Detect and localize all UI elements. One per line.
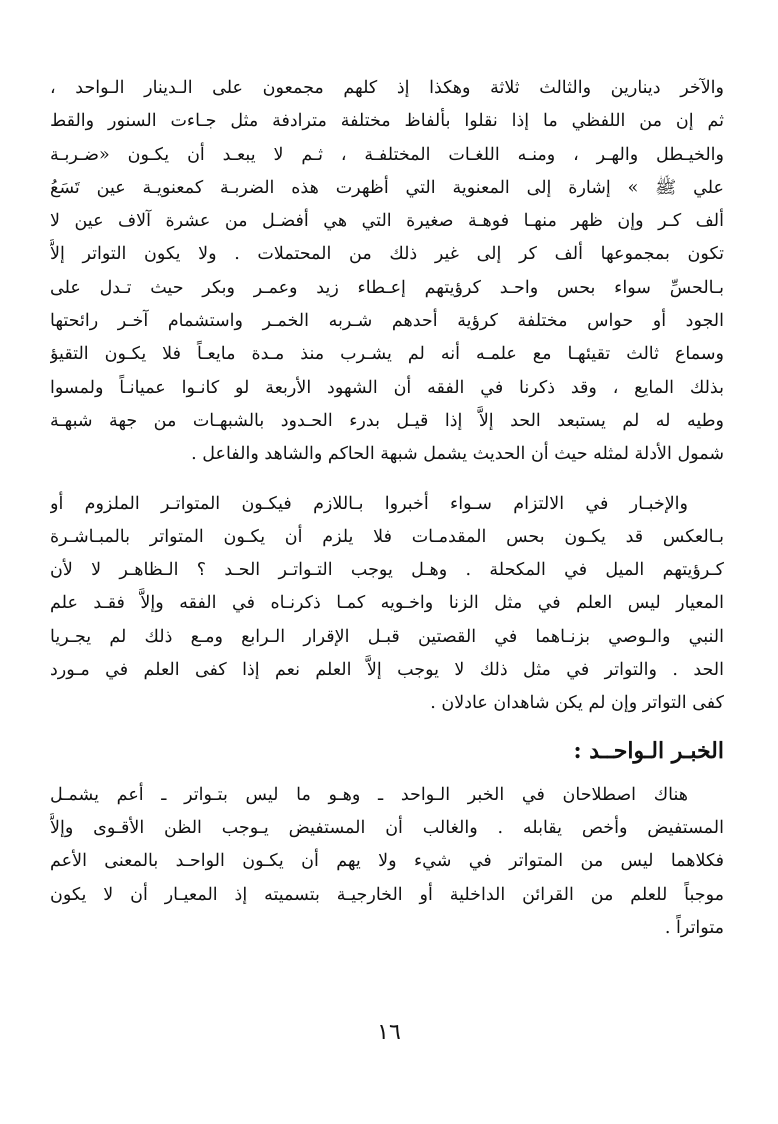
section-heading: الخبـر الـواحــد : xyxy=(573,737,724,764)
text-line: ألف كـر وإن ظهر منهـا فوهـة صغيرة التي هي أفضـل من عشرة آلاف عين لا xyxy=(50,211,724,232)
text-line: علي ﷺ » إشارة إلى المعنوية التي أظهرت هذه الضربـة كمعنويـة عين تَسَعُ xyxy=(50,177,724,198)
text-line: ثم إن من اللفظي ما إذا نقلوا بألفاظ مختلفة مترادفة مثل جـاءت السنور والقط xyxy=(50,111,724,132)
text-line: كـرؤيتهم الميل في المكحلة . وهـل يوجب التـواتـر الحـد ؟ الـظاهـر لا لأن xyxy=(50,560,724,581)
text-line: بذلك المايع ، وقد ذكرنا في الفقه أن الشهود الأربعة لو كانـوا عميانـاً ولمسوا xyxy=(50,377,724,398)
page-body xyxy=(50,72,724,945)
text-line: فكلاهما ليس من المتواتر في شيء ولا يهم أن يكـون الواحـد بالمعنى الأعم xyxy=(50,851,724,872)
text-line: المعيار ليس العلم في مثل الزنا واخـويه كمـا ذكرنـاه في الفقه وإلاَّ فقـد علم xyxy=(50,593,724,614)
text-line: هناك اصطلاحان في الخبر الـواحد ـ وهـو ما ليس بتـواتر ـ أعم يشمـل xyxy=(50,784,688,805)
text-line: الجود أو حواس مختلفة كرؤية أحدهم شـربه الخمـر واستشمام آخـر رائحتها xyxy=(50,311,724,332)
text-line: والخيـطل والهـر ، ومنـه اللغـات المختلفـة ، ثـم لا يبعـد أن يكـون «ضـربـة xyxy=(50,144,724,165)
text-line: متواتراً . xyxy=(664,917,724,938)
text-line: تكون بمجموعها ألف كر إلى غير ذلك من المحتملات . ولا يكون التواتر إلاَّ xyxy=(50,244,724,265)
paragraph-1 xyxy=(50,72,724,472)
text-line: بـالعكس قد يكـون بحس المقدمـات فلا يلزم أن يكـون المتواتر بالمبـاشـرة xyxy=(50,526,724,547)
text-line: النبي والـوصي بزنـاهما في القصتين قبـل الإقرار الـرابع ومـع ذلك لم يجـريا xyxy=(50,626,724,647)
text-line: وطيه له لم يستبعد الحد إلاَّ إذا قيـل بدرء الحـدود بالشبهـات من جهة شبهـة xyxy=(50,410,724,431)
page-number: ١٦ xyxy=(377,1020,401,1045)
text-line: الحد . والتواتر في مثل ذلك لا يوجب إلاَّ العلم نعم إذا كفى العلم في مـورد xyxy=(50,660,724,681)
paragraph-3 xyxy=(50,779,724,945)
text-line: المستفيض وأخص يقابله . والغالب أن المستفيض يـوجب الظن الأقـوى وإلاَّ xyxy=(50,817,724,838)
text-line: كفى التواتر وإن لم يكن شاهدان عادلان . xyxy=(430,693,724,714)
text-line: بـالحسِّ سواء بحس واحـد كرؤيتهم إعـطاء زيد وعمـر وبكر حيث تـدل على xyxy=(50,277,724,298)
text-line: موجباً للعلم من القرائن الداخلية أو الخارجيـة بتسميته إذ المعيـار أن لا يكون xyxy=(50,884,724,905)
text-line: شمول الأدلة لمثله حيث أن الحديث يشمل شبهة الحاكم والشاهد والفاعل . xyxy=(191,444,724,465)
text-line: والآخر دينارين والثالث ثلاثة وهكذا إذ كلهم مجمعون على الـدينار الـواحد ، xyxy=(50,78,724,98)
paragraph-gap xyxy=(50,472,724,488)
text-line: والإخبـار في الالتزام سـواء أخبروا بـاللازم فيكـون المتواتـر الملزوم أو xyxy=(50,493,688,514)
paragraph-2 xyxy=(50,488,724,721)
text-line: وسماع ثالث تقيئهـا مع علمـه أنه لم يشـرب منذ مـدة مايعـاً فلا يكـون التقيؤ xyxy=(50,344,724,365)
